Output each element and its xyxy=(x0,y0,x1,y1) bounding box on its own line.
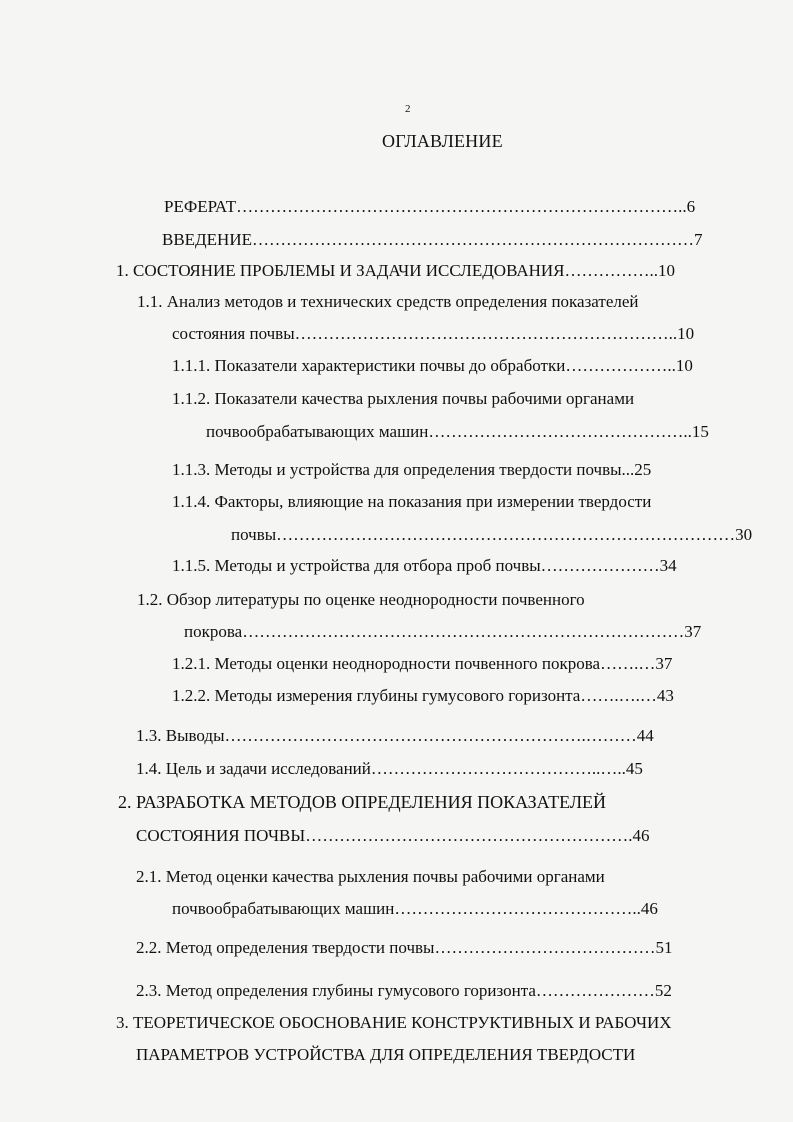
toc-entry-1-1-2-b: почвообрабатывающих машин………………………………………..15 xyxy=(206,422,709,441)
toc-entry-2-2: 2.2. Метод определения твердости почвы…………………………………51 xyxy=(136,938,673,957)
toc-entry-1-1-b: состояния почвы…………………………………………………………..10 xyxy=(172,324,695,343)
toc-entry-2-a: 2. РАЗРАБОТКА МЕТОДОВ ОПРЕДЕЛЕНИЯ ПОКАЗАТЕЛЕЙ xyxy=(118,792,607,812)
toc-entry-1: 1. СОСТОЯНИЕ ПРОБЛЕМЫ И ЗАДАЧИ ИССЛЕДОВАНИЯ……………..10 xyxy=(116,261,676,280)
toc-entry-1-4: 1.4. Цель и задачи исследований…………………………………..…..45 xyxy=(136,759,643,778)
toc-entry-3-b: ПАРАМЕТРОВ УСТРОЙСТВА ДЛЯ ОПРЕДЕЛЕНИЯ ТВЕРДОСТИ xyxy=(136,1045,636,1064)
toc-entry-1-2-b: покрова……………………………………………………………………37 xyxy=(184,622,702,641)
toc-entry-vvedenie: ВВЕДЕНИЕ……………………………………………………………………7 xyxy=(162,230,703,249)
toc-entry-3-a: 3. ТЕОРЕТИЧЕСКОЕ ОБОСНОВАНИЕ КОНСТРУКТИВНЫХ И РАБОЧИХ xyxy=(116,1013,672,1032)
toc-entry-1-2-a: 1.2. Обзор литературы по оценке неоднородности почвенного xyxy=(137,590,585,609)
toc-entry-1-1-4-b: почвы………………………………………………………………………30 xyxy=(231,525,753,544)
toc-entry-2-1-a: 2.1. Метод оценки качества рыхления почвы рабочими органами xyxy=(136,867,605,886)
toc-entry-referat: РЕФЕРАТ……………………………………………………………………..6 xyxy=(164,197,696,216)
toc-entry-1-1-2-a: 1.1.2. Показатели качества рыхления почвы рабочими органами xyxy=(172,389,635,408)
toc-entry-2-3: 2.3. Метод определения глубины гумусового горизонта…………………52 xyxy=(136,981,672,1000)
toc-entry-2-b: СОСТОЯНИЯ ПОЧВЫ………………………………………………….46 xyxy=(136,826,650,845)
page-number: 2 xyxy=(405,103,411,115)
toc-entry-1-1-a: 1.1. Анализ методов и технических средств определения показателей xyxy=(137,292,639,311)
toc-entry-1-2-2: 1.2.2. Методы измерения глубины гумусового горизонта…….….…43 xyxy=(172,686,674,705)
toc-entry-1-1-1: 1.1.1. Показатели характеристики почвы до обработки………………..10 xyxy=(172,356,693,375)
toc-entry-1-3: 1.3. Выводы……………………………………………………….………44 xyxy=(136,726,654,745)
toc-entry-1-1-5: 1.1.5. Методы и устройства для отбора проб почвы…………………34 xyxy=(172,556,677,575)
toc-entry-2-1-b: почвообрабатывающих машин……………………………………..46 xyxy=(172,899,658,918)
page-title: ОГЛАВЛЕНИЕ xyxy=(382,131,503,151)
toc-entry-1-1-4-a: 1.1.4. Факторы, влияющие на показания при измерении твердости xyxy=(172,492,652,511)
toc-entry-1-2-1: 1.2.1. Методы оценки неоднородности почвенного покрова…….…37 xyxy=(172,654,673,673)
toc-entry-1-1-3: 1.1.3. Методы и устройства для определения твердости почвы...25 xyxy=(172,460,652,479)
